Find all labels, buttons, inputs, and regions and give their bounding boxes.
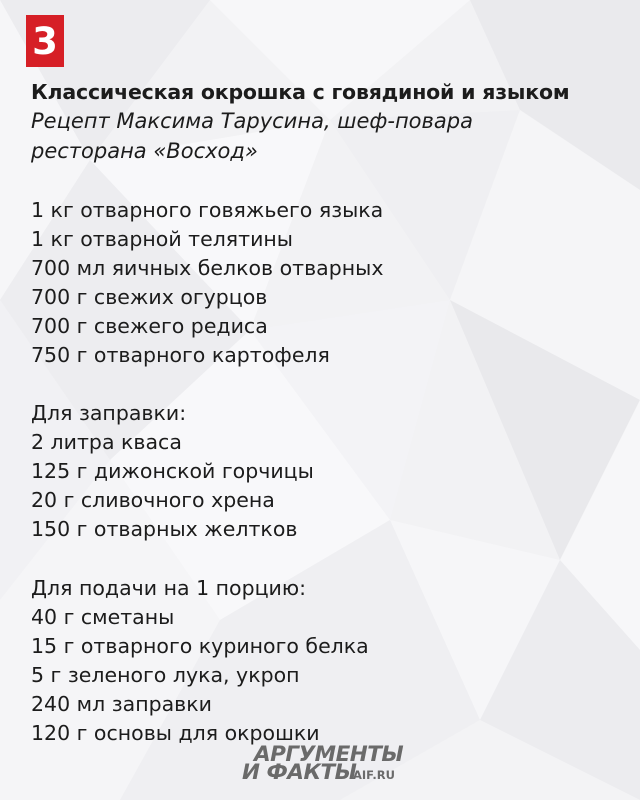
ingredient-item: 700 г свежего редиса [31,313,268,338]
dressing-heading: Для заправки: [31,401,187,425]
dressing-section [31,399,631,544]
serving-section [31,574,631,748]
step-number-badge: 3 [26,15,64,67]
serving-item: 15 г отварного куриного белка [31,633,369,658]
dressing-item: 2 литра кваса [31,430,182,454]
serving-item: 5 г зеленого лука, укроп [31,662,300,687]
recipe-author-line-1: Рецепт Максима Тарусина, шеф-повара [31,109,473,133]
ingredients-list [31,196,631,370]
serving-item: 120 г основы для окрошки [31,720,320,745]
logo-text-line-2: И ФАКТЫ [242,760,357,785]
ingredient-item: 750 г отварного картофеля [31,342,330,367]
recipe-author-line-2: ресторана «Восход» [31,138,258,163]
ingredient-item: 700 мл яичных белков отварных [31,255,384,280]
serving-item: 240 мл заправки [31,691,212,716]
dressing-item: 150 г отварных желтков [31,517,298,541]
logo-site-url: AIF.RU [353,768,395,782]
serving-heading: Для подачи на 1 порцию: [31,575,307,600]
recipe-title: Классическая окрошка с говядиной и языком [31,80,570,104]
ingredient-item: 1 кг отварной телятины [31,226,293,251]
dressing-item: 125 г дижонской горчицы [31,459,314,483]
aif-logo [236,744,406,786]
recipe-card [31,78,631,748]
dressing-item: 20 г сливочного хрена [31,488,275,512]
ingredient-item: 1 кг отварного говяжьего языка [31,197,384,222]
ingredient-item: 700 г свежих огурцов [31,284,268,309]
logo-text-line-1: АРГУМЕНТЫ [254,742,404,767]
serving-item: 40 г сметаны [31,604,175,629]
